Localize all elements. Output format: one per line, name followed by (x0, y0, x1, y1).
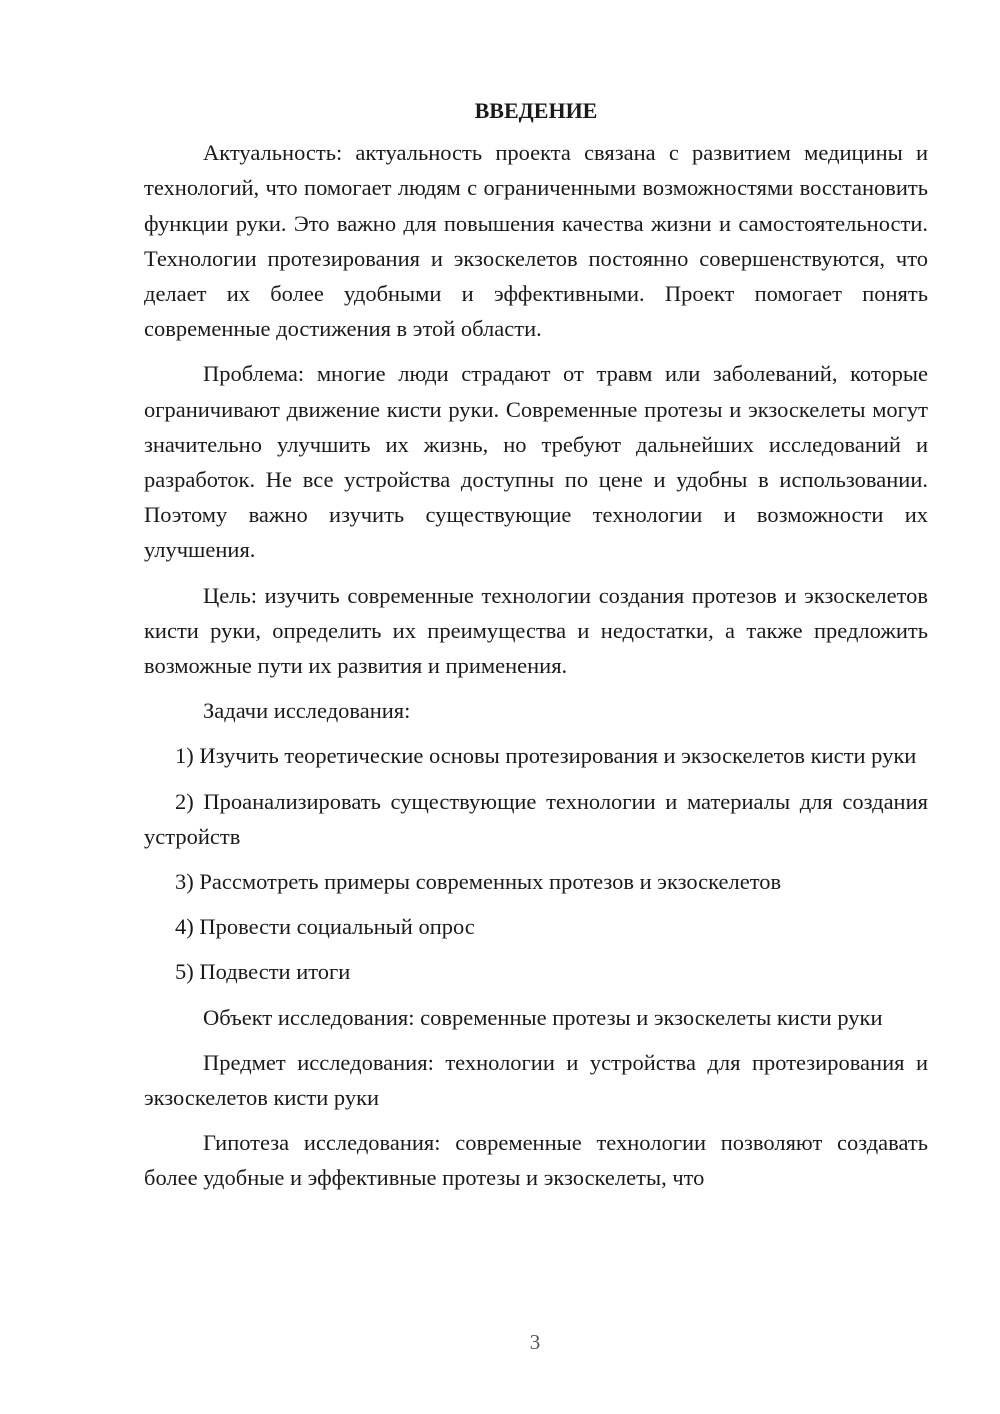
paragraph-subject: Предмет исследования: технологии и устройства для протезирования и экзоскелетов кисти руки (144, 1049, 928, 1111)
document-body (144, 93, 928, 1206)
task-item-5: 5) Подвести итоги (175, 959, 351, 985)
paragraph-object: Объект исследования: современные протезы и экзоскелеты кисти руки (203, 1004, 883, 1030)
paragraph-hypothesis: Гипотеза исследования: современные технологии позволяют создавать более удобные и эффективные протезы и экзоскелеты, что (144, 1130, 928, 1191)
task-item-1: 1) Изучить теоретические основы протезирования и экзоскелетов кисти руки (175, 743, 917, 769)
paragraph-relevance: Актуальность: актуальность проекта связана с развитием медицины и технологий, что помогает людям с ограниченными возможностями восстановить функции руки. Это важно для повышения качества жизни и самостоятельности. Технологии протезирования и экзоскелетов постоянно совершенствуются, что делает их более удобными и эффективными. Проект помогает понять современные достижения в этой области. (144, 140, 928, 342)
task-item-2: 2) Проанализировать существующие технологии и материалы для создания устройств (144, 788, 928, 849)
task-item-4: 4) Провести социальный опрос (175, 914, 475, 940)
page-number: 3 (529, 1330, 541, 1354)
task-item-3: 3) Рассмотреть примеры современных протезов и экзоскелетов (175, 869, 782, 895)
paragraph-goal: Цель: изучить современные технологии создания протезов и экзоскелетов кисти руки, определить их преимущества и недостатки, а также предложить возможные пути их развития и применения. (144, 582, 928, 679)
paragraph-problem: Проблема: многие люди страдают от травм или заболеваний, которые ограничивают движение кисти руки. Современные протезы и экзоскелеты могут значительно улучшить их жизнь, но требуют дальнейших исследований и разработок. Не все устройства доступны по цене и удобны в использовании. Поэтому важно изучить существующие технологии и возможности их улучшения. (144, 361, 928, 563)
tasks-heading: Задачи исследования: (203, 698, 411, 724)
section-title: ВВЕДЕНИЕ (474, 98, 598, 123)
